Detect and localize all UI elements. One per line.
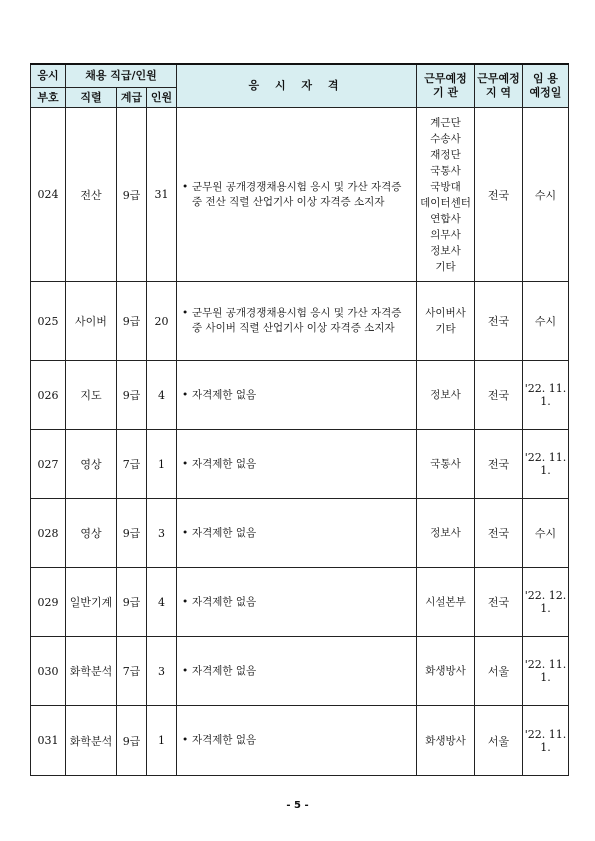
header-job: 직렬	[66, 88, 117, 108]
cell-qualification	[177, 430, 417, 499]
cell-count: 3	[147, 637, 177, 706]
table-row	[31, 637, 569, 706]
cell-region: 전국	[475, 430, 523, 499]
cell-institution	[417, 108, 475, 282]
cell-grade: 9급	[117, 282, 147, 361]
qualification-text: 자격제한 없음	[192, 734, 257, 746]
institution-name: 국통사	[430, 458, 461, 470]
institution-name: 사이버사	[425, 307, 466, 319]
bullet-mark: •	[182, 180, 189, 193]
table-row	[31, 108, 569, 282]
cell-institution	[417, 361, 475, 430]
bullet-mark: •	[182, 526, 189, 539]
recruitment-table	[30, 63, 569, 776]
cell-appoint: '22. 12. 1.	[523, 568, 569, 637]
table-body	[31, 108, 569, 776]
cell-appoint: 수시	[523, 282, 569, 361]
cell-exam-no: 028	[31, 499, 66, 568]
qualification-text: 자격제한 없음	[192, 388, 257, 401]
header-grade: 계급	[117, 88, 147, 108]
cell-exam-no: 029	[31, 568, 66, 637]
table-row	[31, 568, 569, 637]
page-number: - 5 -	[286, 800, 309, 811]
institution-name: 정보사	[430, 244, 461, 257]
cell-count: 20	[147, 282, 177, 361]
cell-institution	[417, 706, 475, 776]
cell-grade: 9급	[117, 568, 147, 637]
cell-appoint: '22. 11. 1.	[523, 361, 569, 430]
header-appoint-line1: 임 용	[532, 72, 559, 85]
cell-job: 영상	[66, 499, 117, 568]
institution-name: 연합사	[430, 212, 461, 225]
header-appoint-line2: 예정일	[529, 86, 562, 99]
cell-region: 전국	[475, 108, 523, 282]
cell-region: 전국	[475, 499, 523, 568]
institution-name: 정보사	[430, 389, 461, 401]
institution-name: 재정단	[430, 148, 461, 161]
cell-count: 4	[147, 361, 177, 430]
institution-name: 화생방사	[425, 665, 466, 677]
cell-appoint: 수시	[523, 499, 569, 568]
bullet-mark: •	[182, 388, 189, 401]
cell-region: 서울	[475, 706, 523, 776]
cell-institution	[417, 499, 475, 568]
cell-institution	[417, 282, 475, 361]
institution-name: 기타	[435, 323, 456, 335]
cell-region: 서울	[475, 637, 523, 706]
cell-institution	[417, 637, 475, 706]
header-exam-no-line2: 부호	[31, 88, 66, 108]
cell-job: 영상	[66, 430, 117, 499]
table-row	[31, 361, 569, 430]
institution-name: 시설본부	[425, 596, 466, 608]
institution-name: 정보사	[430, 527, 461, 539]
institution-name: 수송사	[430, 132, 461, 145]
qualification-text: 자격제한 없음	[192, 457, 257, 470]
header-region-line2: 지 역	[485, 86, 512, 99]
institution-name: 의무사	[430, 228, 461, 241]
qualification-text: 자격제한 없음	[192, 664, 257, 677]
bullet-mark: •	[182, 734, 189, 746]
cell-appoint: '22. 11. 1.	[523, 637, 569, 706]
cell-count: 3	[147, 499, 177, 568]
cell-qualification	[177, 282, 417, 361]
cell-qualification	[177, 108, 417, 282]
cell-exam-no: 025	[31, 282, 66, 361]
qualification-text: 군무원 공개경쟁채용시험 응시 및 가산 자격증 중 전산 직렬 산업기사 이상 자격증 소지자	[192, 180, 402, 208]
cell-qualification	[177, 499, 417, 568]
cell-exam-no: 030	[31, 637, 66, 706]
bullet-mark: •	[182, 595, 189, 608]
cell-institution	[417, 568, 475, 637]
cell-institution	[417, 430, 475, 499]
cell-job: 일반기계	[66, 568, 117, 637]
cell-exam-no: 027	[31, 430, 66, 499]
cell-qualification	[177, 637, 417, 706]
institution-name: 기타	[435, 260, 456, 273]
header-appoint	[523, 64, 569, 108]
cell-job: 화학분석	[66, 637, 117, 706]
header-qualification: 응 시 자 격	[177, 64, 417, 108]
header-recruit-group: 채용 직급/인원	[66, 64, 177, 88]
cell-appoint: '22. 11. 1.	[523, 706, 569, 776]
cell-grade: 7급	[117, 430, 147, 499]
qualification-text: 군무원 공개경쟁채용시험 응시 및 가산 자격증 중 사이버 직렬 산업기사 이상 자격증 소지자	[192, 307, 402, 334]
bullet-mark: •	[182, 457, 189, 470]
header-institution	[417, 64, 475, 108]
header-institution-line1: 근무예정	[424, 72, 467, 85]
qualification-text: 자격제한 없음	[192, 526, 257, 539]
cell-region: 전국	[475, 361, 523, 430]
cell-grade: 7급	[117, 637, 147, 706]
table-row	[31, 499, 569, 568]
header-region-line1: 근무예정	[477, 72, 520, 85]
cell-job: 사이버	[66, 282, 117, 361]
cell-count: 31	[147, 108, 177, 282]
cell-grade: 9급	[117, 706, 147, 776]
cell-region: 전국	[475, 568, 523, 637]
cell-exam-no: 026	[31, 361, 66, 430]
cell-count: 4	[147, 568, 177, 637]
cell-grade: 9급	[117, 108, 147, 282]
cell-qualification	[177, 568, 417, 637]
table-row	[31, 282, 569, 361]
table-row	[31, 430, 569, 499]
cell-count: 1	[147, 706, 177, 776]
header-exam-no: 응시	[31, 64, 66, 88]
cell-appoint: 수시	[523, 108, 569, 282]
cell-exam-no: 031	[31, 706, 66, 776]
cell-region: 전국	[475, 282, 523, 361]
cell-grade: 9급	[117, 499, 147, 568]
header-count: 인원	[147, 88, 177, 108]
qualification-text: 자격제한 없음	[192, 595, 257, 608]
institution-name: 국통사	[430, 164, 461, 177]
table-row	[31, 706, 569, 776]
institution-name: 계근단	[430, 116, 461, 129]
cell-grade: 9급	[117, 361, 147, 430]
institution-name: 화생방사	[425, 734, 466, 747]
header-region	[475, 64, 523, 108]
institution-name: 데이터센터	[420, 196, 471, 209]
header-institution-line2: 기 관	[432, 86, 459, 99]
cell-count: 1	[147, 430, 177, 499]
cell-qualification	[177, 361, 417, 430]
cell-job: 화학분석	[66, 706, 117, 776]
bullet-mark: •	[182, 664, 189, 677]
institution-name: 국방대	[430, 180, 461, 193]
cell-job: 전산	[66, 108, 117, 282]
cell-job: 지도	[66, 361, 117, 430]
cell-qualification	[177, 706, 417, 776]
bullet-mark: •	[182, 307, 189, 319]
cell-appoint: '22. 11. 1.	[523, 430, 569, 499]
cell-exam-no: 024	[31, 108, 66, 282]
